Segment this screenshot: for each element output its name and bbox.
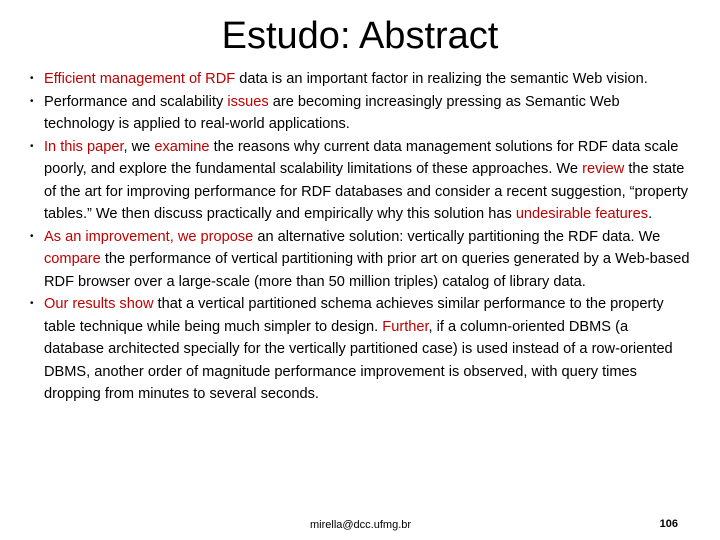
bullet-segment: , if a column-oriented DBMS (a database architected specially for the vertically partitioned case) is used instead of a row-oriented DBMS, another order of magnitude performance improvement is observed, with query times dropping from minutes to several seconds.: [44, 318, 673, 402]
bullet-marker: •: [30, 73, 34, 84]
bullet-segment: the reasons why current data management solutions for RDF data scale poorly, and explore the fundamental scalability limitations of these approaches. We: [44, 138, 679, 177]
bullet-segment: compare: [44, 251, 101, 267]
bullet-segment: As an improvement, we propose: [44, 228, 254, 245]
bullet-segment: that a vertical partitioned schema achieves similar performance to the property table technique while being much simpler to design.: [44, 296, 664, 335]
bullet-segment: Performance and scalability: [44, 93, 228, 110]
bullet-segment: Efficient management of RDF: [44, 71, 236, 87]
bullet-segment: the state of the art for improving performance for RDF databases and consider a recent suggestion, “property tables.” We then discuss practically and empirically why this solution has: [44, 161, 689, 222]
abstract-bullet-list: [20, 68, 692, 406]
bullet-item: [20, 91, 692, 136]
bullet-item: [20, 136, 692, 226]
bullet-segment: Our results show: [44, 296, 154, 312]
slide-title: Estudo: Abstract: [221, 15, 499, 57]
bullet-item: [20, 293, 692, 406]
bullet-segment: an alternative solution: vertically partitioning the RDF data. We: [253, 228, 661, 245]
page-number: 106: [659, 518, 678, 530]
bullet-item: [20, 68, 692, 91]
bullet-marker: •: [30, 298, 34, 309]
bullet-marker: •: [30, 230, 34, 242]
footer-email: mirella@dcc.ufmg.br: [310, 519, 412, 531]
bullet-segment: undesirable features: [515, 206, 649, 222]
bullet-marker: •: [30, 95, 34, 107]
bullet-segment: issues: [227, 93, 269, 110]
bullet-segment: are becoming increasingly pressing as Semantic Web technology is applied to real-world applications.: [44, 93, 620, 132]
bullet-segment: .: [648, 206, 653, 222]
bullet-segment: the performance of vertical partitioning with prior art on queries generated by a Web-based RDF browser over a large-scale (more than 50 million triples) catalog of library data.: [44, 251, 690, 290]
bullet-segment: data is an important factor in realizing the semantic Web vision.: [235, 71, 648, 87]
bullet-item: [20, 226, 692, 294]
bullet-segment: , we: [123, 138, 155, 155]
bullet-marker: •: [30, 140, 34, 152]
bullet-segment: examine: [154, 138, 210, 155]
bullet-segment: Further: [382, 318, 429, 335]
bullet-segment: review: [582, 161, 625, 177]
bullet-segment: In this paper: [44, 138, 124, 155]
